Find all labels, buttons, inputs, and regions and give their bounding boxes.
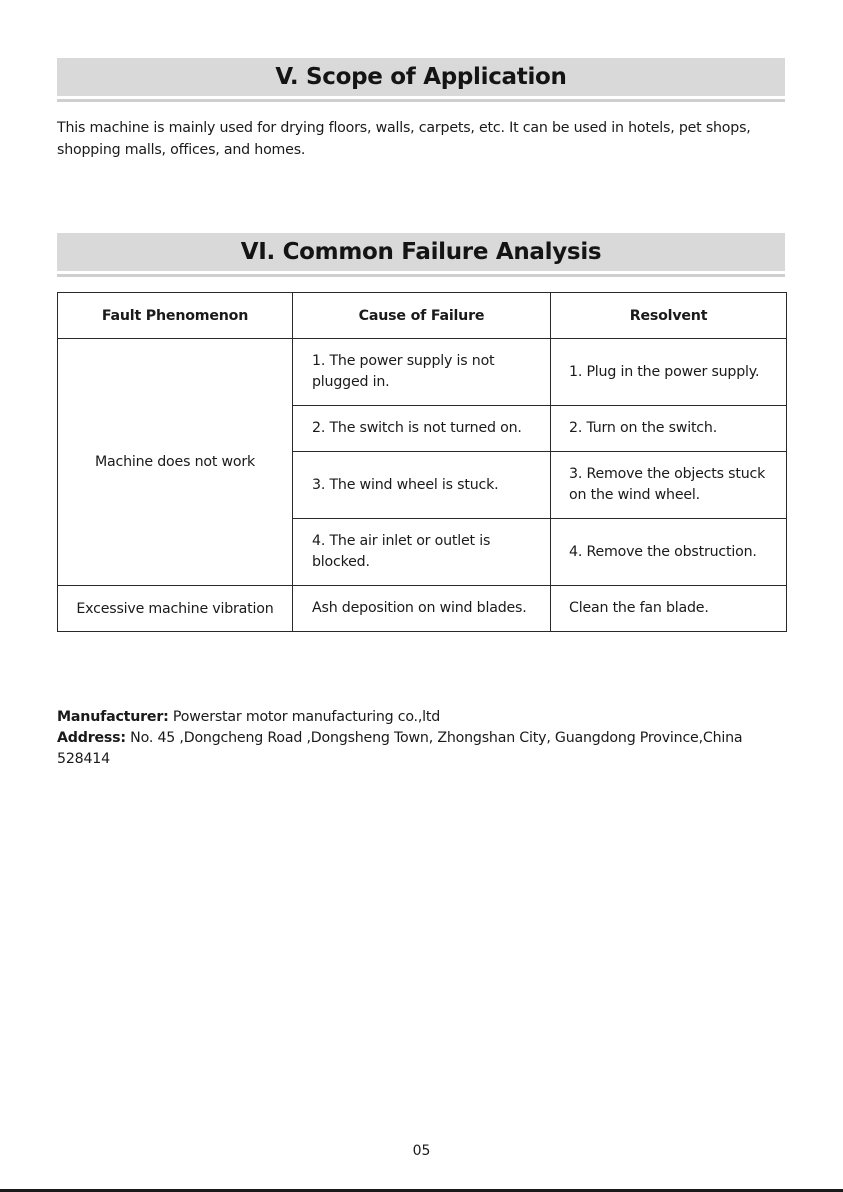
resolvent-cell: 3. Remove the objects stuck on the wind wheel. bbox=[551, 452, 787, 519]
resolvent-cell: 2. Turn on the switch. bbox=[551, 406, 787, 452]
cause-cell: Ash deposition on wind blades. bbox=[293, 586, 551, 632]
section-title-failure: VI. Common Failure Analysis bbox=[57, 233, 785, 271]
address-line bbox=[57, 728, 797, 770]
fault-phenomenon-cell: Excessive machine vibration bbox=[58, 586, 293, 632]
cause-cell: 2. The switch is not turned on. bbox=[293, 406, 551, 452]
manufacturer-line bbox=[57, 707, 797, 728]
manufacturer-label: Manufacturer: bbox=[57, 709, 169, 725]
address-label: Address: bbox=[57, 730, 126, 746]
header-resolvent: Resolvent bbox=[551, 293, 787, 339]
cause-cell: 4. The air inlet or outlet is blocked. bbox=[293, 519, 551, 586]
scope-paragraph: This machine is mainly used for drying floors, walls, carpets, etc. It can be used in hotels, pet shops, shopping malls, offices, and homes. bbox=[57, 120, 751, 158]
page-number: 05 bbox=[412, 1143, 431, 1159]
resolvent-cell: 1. Plug in the power supply. bbox=[551, 339, 787, 406]
header-cause-of-failure: Cause of Failure bbox=[293, 293, 551, 339]
table-row bbox=[58, 339, 787, 406]
cause-cell: 1. The power supply is not plugged in. bbox=[293, 339, 551, 406]
table-header-row bbox=[58, 293, 787, 339]
address-value: No. 45 ,Dongcheng Road ,Dongsheng Town, Zhongshan City, Guangdong Province,China 528414 bbox=[57, 730, 743, 767]
table-row bbox=[58, 586, 787, 632]
manufacturer-info bbox=[57, 707, 797, 770]
section-divider bbox=[57, 99, 785, 102]
section-divider bbox=[57, 274, 785, 277]
section-title-scope: V. Scope of Application bbox=[57, 58, 785, 96]
fault-phenomenon-cell: Machine does not work bbox=[58, 339, 293, 586]
header-fault-phenomenon: Fault Phenomenon bbox=[58, 293, 293, 339]
manufacturer-value: Powerstar motor manufacturing co.,ltd bbox=[168, 709, 441, 725]
resolvent-cell: 4. Remove the obstruction. bbox=[551, 519, 787, 586]
failure-analysis-table bbox=[57, 292, 787, 632]
resolvent-cell: Clean the fan blade. bbox=[551, 586, 787, 632]
cause-cell: 3. The wind wheel is stuck. bbox=[293, 452, 551, 519]
